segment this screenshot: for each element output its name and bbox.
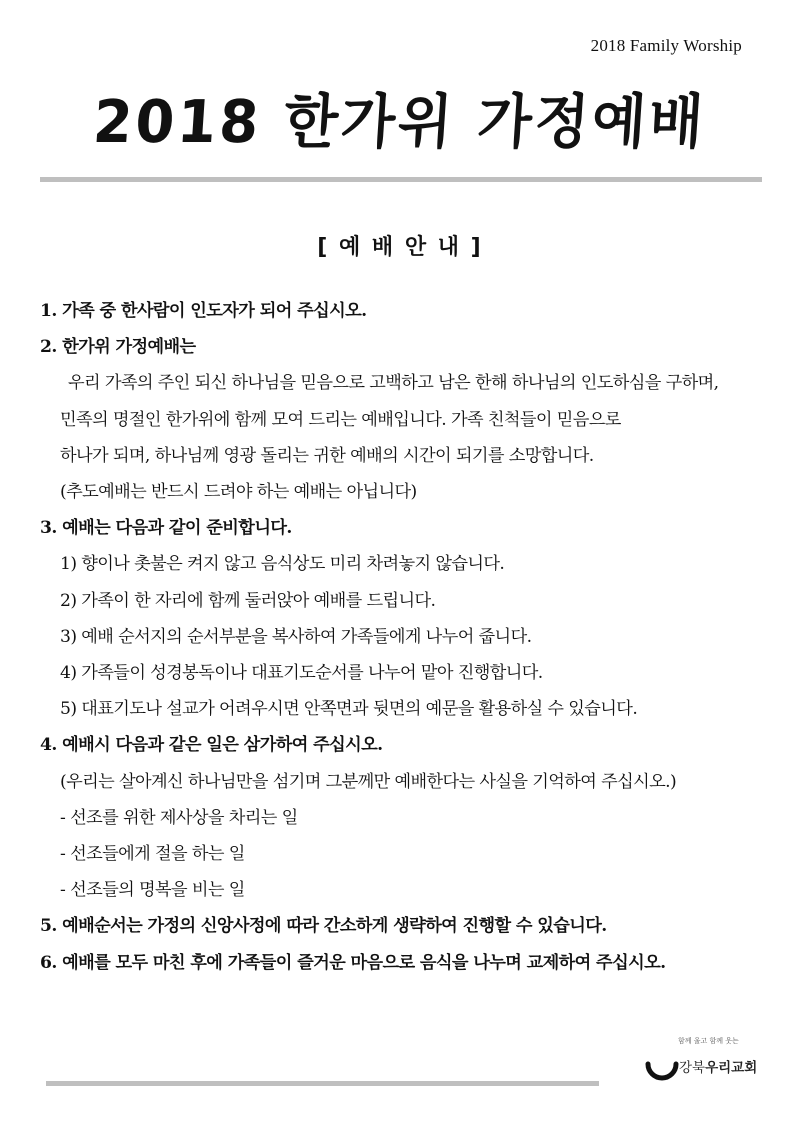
item-4-bullet-2: - 선조들에게 절을 하는 일: [60, 844, 245, 865]
page-title: 2018 한가위 가정예배: [91, 88, 709, 157]
item-4-heading: 4. 예배시 다음과 같은 일은 삼가하여 주십시오.: [40, 735, 383, 756]
church-logo-mark-icon: [645, 1048, 679, 1088]
item-3-sub-3: 3) 예배 순서지의 순서부분을 복사하여 가족들에게 나누어 줍니다.: [60, 626, 532, 647]
logo-name-prefix: 강북: [679, 1060, 706, 1076]
item-4-bullet-1: - 선조를 위한 제사상을 차리는 일: [60, 807, 298, 828]
item-1-leader: 1. 가족 중 한사람이 인도자가 되어 주십시오.: [40, 301, 367, 321]
section-heading: [ 예 배 안 내 ]: [317, 235, 483, 260]
item-5: 5. 예배순서는 가정의 신앙사정에 따라 간소하게 생략하여 진행할 수 있습니다.: [40, 916, 607, 937]
item-2-note: (추도예배는 반드시 드려야 하는 예배는 아닙니다): [60, 482, 417, 503]
logo-name: [679, 1056, 757, 1076]
item-4-bullet-3: - 선조들의 명복을 비는 일: [60, 880, 245, 901]
logo-tagline: 함께 울고 함께 웃는: [678, 1037, 739, 1045]
logo-name-suffix: 우리교회: [705, 1060, 758, 1076]
church-logo: [645, 1036, 770, 1092]
item-2-paragraph-line-1: 우리 가족의 주인 되신 하나님을 믿음으로 고백하고 남은 한해 하나님의 인도하심을 구하며,: [68, 373, 719, 394]
item-2-paragraph-line-3: 하나가 되며, 하나님께 영광 돌리는 귀한 예배의 시간이 되기를 소망합니다.: [60, 445, 594, 466]
item-2-paragraph-line-2: 민족의 명절인 한가위에 함께 모여 드리는 예배입니다. 가족 친척들이 믿음으로: [60, 409, 621, 430]
item-6: 6. 예배를 모두 마친 후에 가족들이 즐거운 마음으로 음식을 나누며 교제하여 주십시오.: [40, 952, 666, 973]
top-divider: [40, 177, 762, 182]
guidelines-list: [40, 293, 765, 981]
item-3-sub-1: 1) 향이나 촛불은 켜지 않고 음식상도 미리 차려놓지 않습니다.: [60, 554, 505, 575]
item-3-sub-5: 5) 대표기도나 설교가 어려우시면 안쪽면과 뒷면의 예문을 활용하실 수 있습니다.: [60, 699, 638, 720]
header-eyebrow: 2018 Family Worship: [590, 36, 742, 55]
item-3-sub-2: 2) 가족이 한 자리에 함께 둘러앉아 예배를 드립니다.: [60, 590, 436, 611]
item-2-heading: 2. 한가위 가정예배는: [40, 337, 196, 358]
item-3-sub-4: 4) 가족들이 성경봉독이나 대표기도순서를 나누어 맡아 진행합니다.: [60, 663, 543, 684]
item-3-heading: 3. 예배는 다음과 같이 준비합니다.: [40, 518, 292, 539]
bottom-divider: [46, 1081, 599, 1086]
item-4-note: (우리는 살아계신 하나님만을 섬기며 그분께만 예배한다는 사실을 기억하여 주십시오.): [60, 771, 677, 792]
